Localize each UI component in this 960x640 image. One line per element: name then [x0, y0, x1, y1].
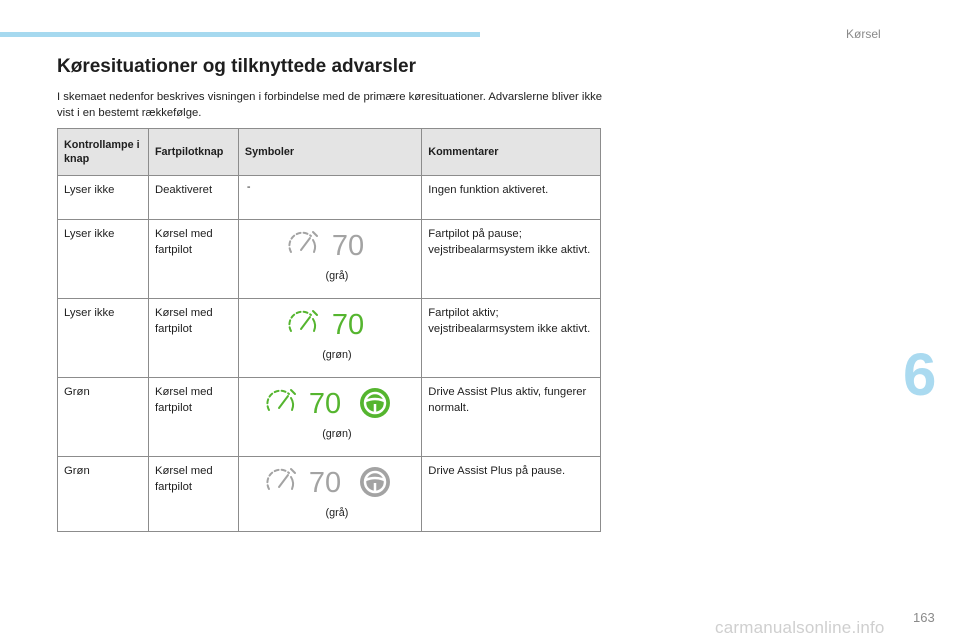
table-header-row — [58, 129, 601, 176]
cell-comment: Ingen funktion aktiveret. — [422, 176, 601, 220]
cell-button: Kørsel med fartpilot — [148, 378, 238, 457]
cell-symbol — [238, 299, 421, 378]
chapter-number: 6 — [903, 341, 937, 408]
header-symbols: Symboler — [238, 129, 421, 176]
cell-button: Deaktiveret — [148, 176, 238, 220]
speed-value: 70 — [308, 467, 342, 499]
cell-comment: Fartpilot på pause; vejstribealarmsystem ikke aktivt. — [422, 220, 601, 299]
intro-paragraph: I skemaet nedenfor beskrives visningen i forbindelse med de primære køresituationer. Advarslerne bliver ikke vist i en bestemt rækkefølge. — [57, 91, 603, 119]
cell-symbol — [238, 176, 421, 220]
cell-button: Kørsel med fartpilot — [148, 220, 238, 299]
symbol-color-label: (grå) — [325, 270, 349, 282]
cell-button: Kørsel med fartpilot — [148, 299, 238, 378]
cruise-symbol — [239, 228, 423, 268]
cell-symbol — [238, 220, 421, 299]
cell-symbol — [238, 378, 421, 457]
drive-assist-symbol — [239, 465, 423, 505]
drive-assist-symbol — [239, 386, 423, 426]
header-comments: Kommentarer — [422, 129, 601, 176]
symbol-none: - — [246, 181, 251, 193]
cell-lamp: Grøn — [58, 457, 149, 532]
speedometer-icon — [261, 386, 297, 416]
warnings-table — [57, 128, 601, 532]
table-row — [58, 176, 601, 220]
speedometer-icon — [261, 465, 297, 495]
table-row — [58, 299, 601, 378]
cell-comment: Drive Assist Plus aktiv, fungerer normalt. — [422, 378, 601, 457]
steering-wheel-icon — [359, 466, 391, 498]
table-row — [58, 220, 601, 299]
cruise-symbol — [239, 307, 423, 347]
cell-button: Kørsel med fartpilot — [148, 457, 238, 532]
symbol-color-label: (grå) — [325, 507, 349, 519]
symbol-color-label: (grøn) — [322, 349, 352, 361]
section-label: Kørsel — [846, 27, 881, 41]
table-row — [58, 457, 601, 532]
cell-symbol — [238, 457, 421, 532]
cell-lamp: Grøn — [58, 378, 149, 457]
speed-value: 70 — [331, 230, 365, 262]
speed-value: 70 — [331, 309, 365, 341]
speedometer-icon — [283, 228, 319, 258]
speed-value: 70 — [308, 388, 342, 420]
header-button: Fartpilotknap — [148, 129, 238, 176]
page-title: Køresituationer og tilknyttede advarsler — [57, 56, 416, 77]
symbol-color-label: (grøn) — [322, 428, 352, 440]
cell-comment: Fartpilot aktiv; vejstribealarmsystem ikke aktivt. — [422, 299, 601, 378]
cell-lamp: Lyser ikke — [58, 176, 149, 220]
watermark: carmanualsonline.info — [715, 618, 885, 637]
page-number: 163 — [913, 610, 935, 625]
header-lamp: Kontrollampe i knap — [58, 129, 149, 176]
speedometer-icon — [283, 307, 319, 337]
header-accent-bar — [0, 32, 480, 37]
table-row — [58, 378, 601, 457]
steering-wheel-icon — [359, 387, 391, 419]
cell-comment: Drive Assist Plus på pause. — [422, 457, 601, 532]
cell-lamp: Lyser ikke — [58, 220, 149, 299]
cell-lamp: Lyser ikke — [58, 299, 149, 378]
